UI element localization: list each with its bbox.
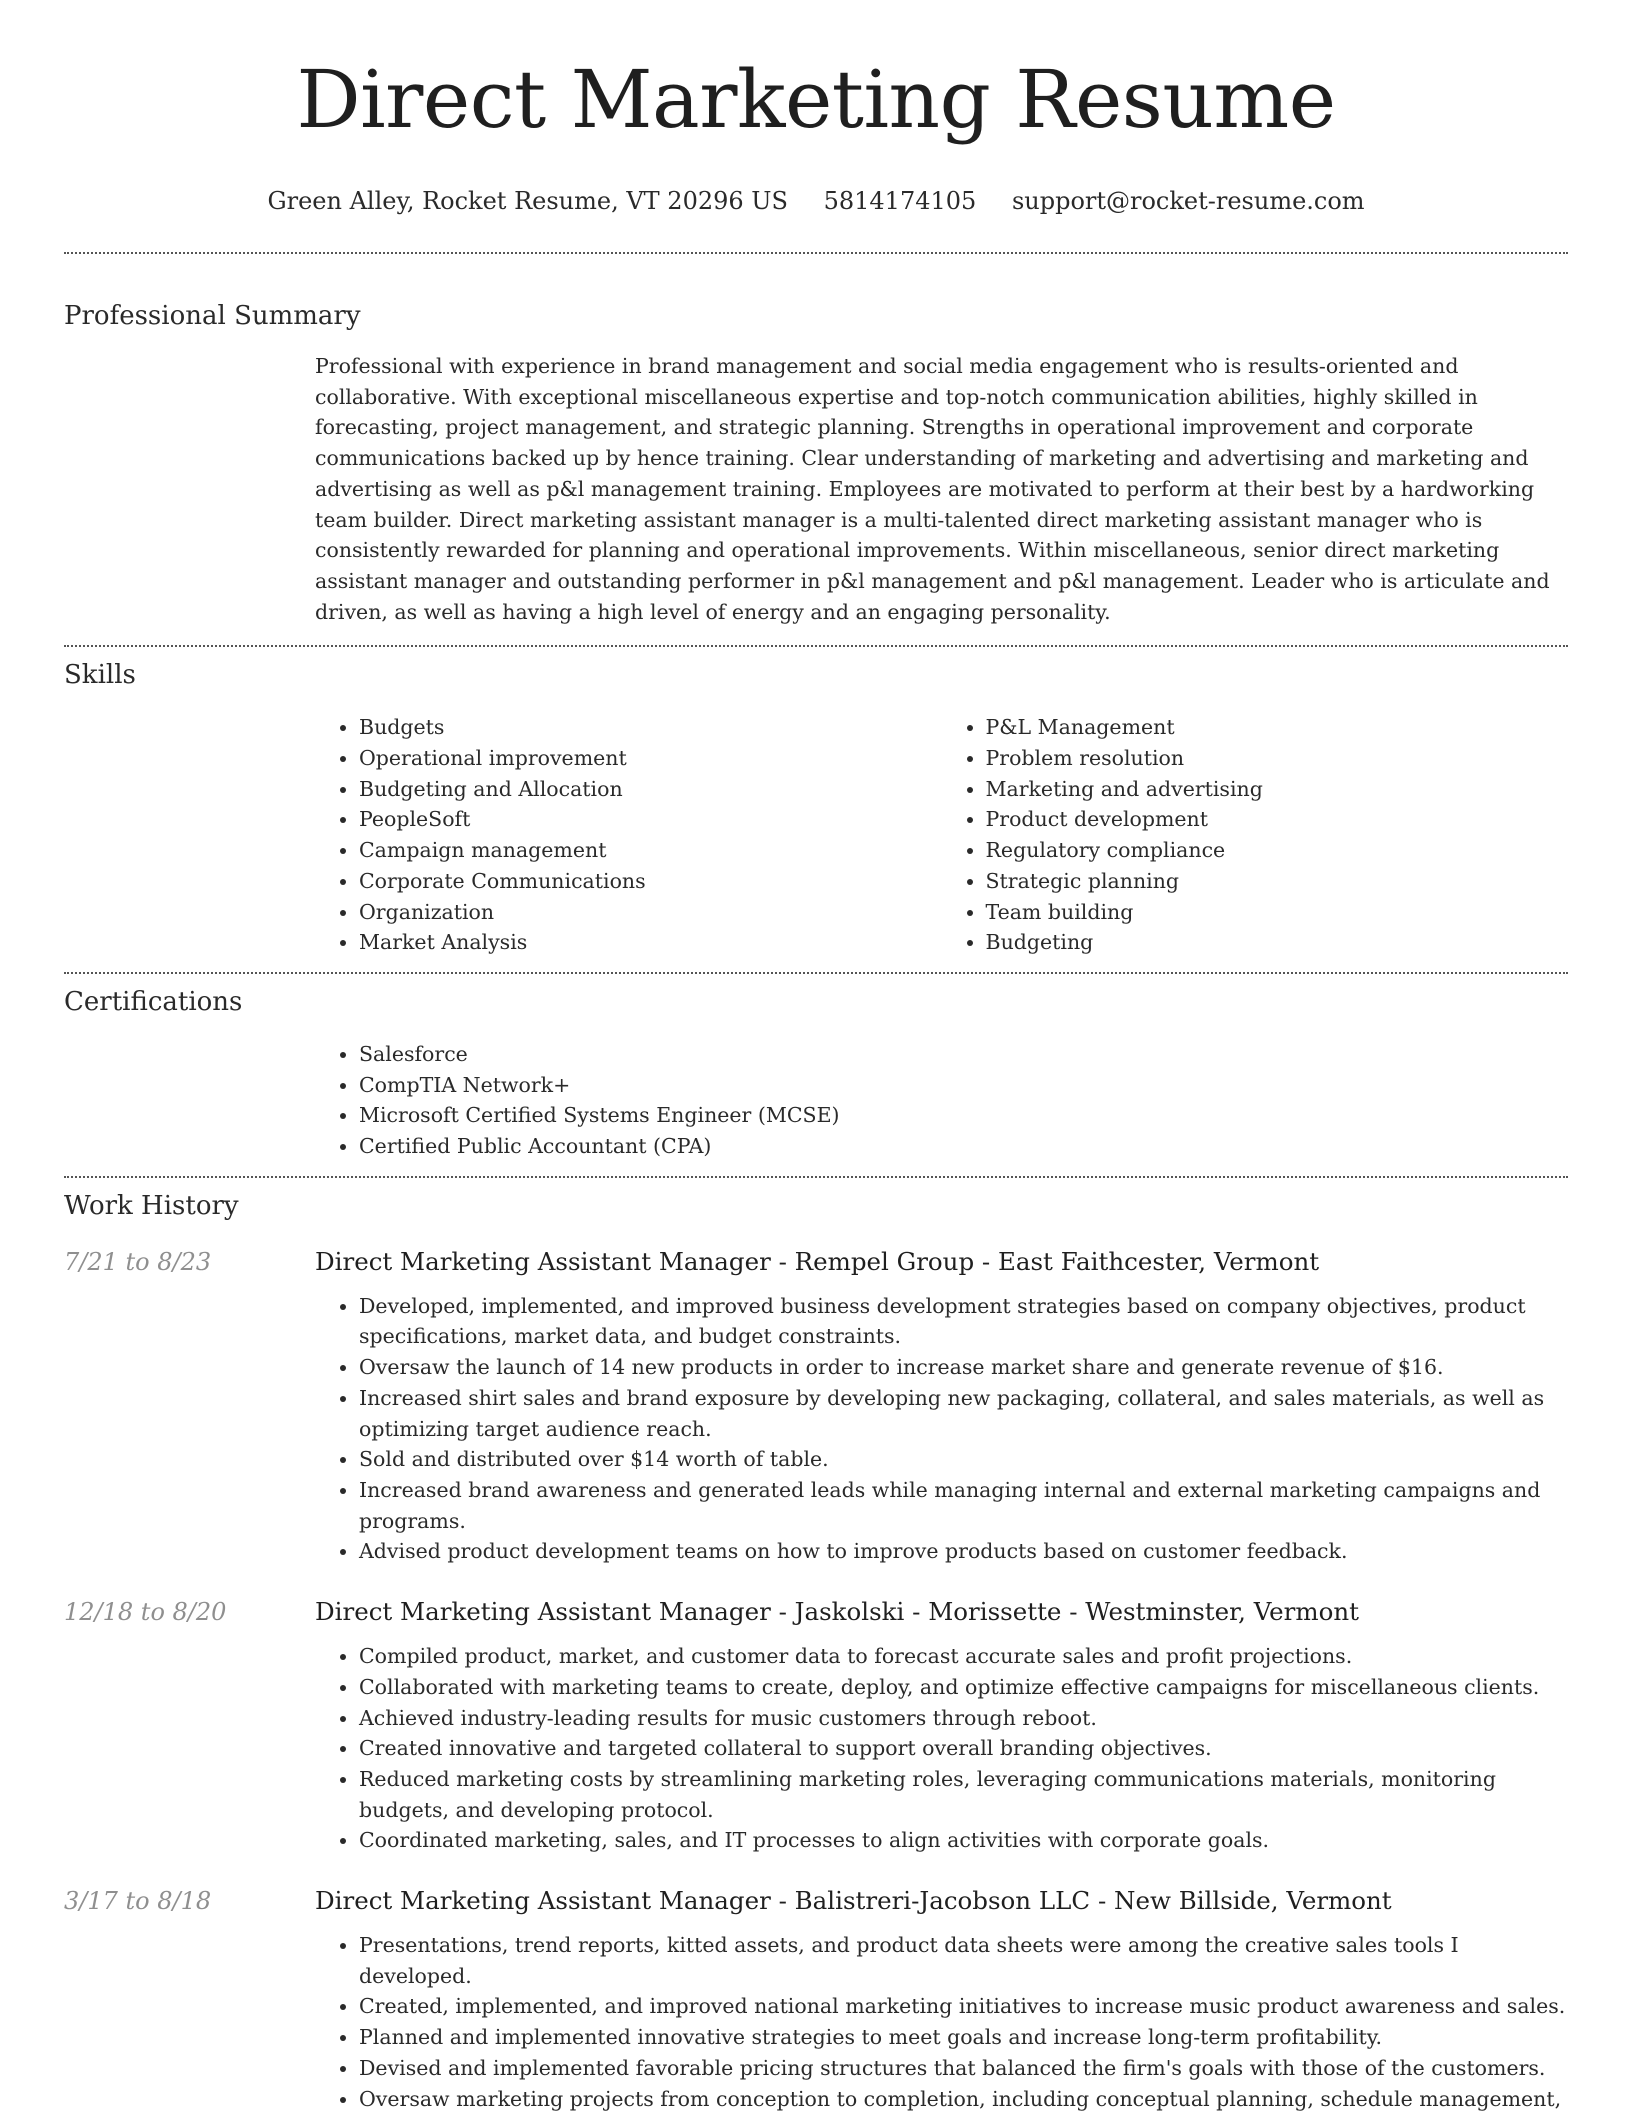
contact-email: support@rocket-resume.com: [1011, 187, 1365, 215]
job-bullet: • Devised and implemented favorable pricing structures that balanced the firm's goals with those of the customers.: [359, 2053, 1568, 2084]
job-body: [315, 1245, 1568, 1567]
skill-item: • Organization: [359, 897, 942, 928]
section-divider: [64, 972, 1568, 974]
contact-address: Green Alley, Rocket Resume, VT 20296 US: [267, 187, 788, 215]
skill-item: • Strategic planning: [986, 866, 1569, 897]
skill-item: • Budgeting: [986, 927, 1569, 958]
job-bullets: [315, 1641, 1568, 1856]
skill-item: • Campaign management: [359, 835, 942, 866]
job-title: Direct Marketing Assistant Manager - Jaskolski - Morissette - Westminster, Vermont: [315, 1597, 1360, 1627]
skill-item: • Budgeting and Allocation: [359, 774, 942, 805]
job-bullet: • Advised product development teams on how to improve products based on customer feedback.: [359, 1536, 1568, 1567]
job-body: [315, 1884, 1568, 2114]
skill-item: • Team building: [986, 897, 1569, 928]
contact-phone: 5814174105: [823, 187, 977, 215]
job-bullet: • Created innovative and targeted collateral to support overall branding objectives.: [359, 1733, 1568, 1764]
job-bullet: • Oversaw marketing projects from conception to completion, including conceptual planning, schedule management,: [359, 2084, 1568, 2114]
job-bullet: • Increased brand awareness and generated leads while managing internal and external marketing campaigns and programs.: [359, 1475, 1568, 1536]
job-dates: 12/18 to 8/20: [64, 1598, 227, 1627]
job-bullets: [315, 1291, 1568, 1567]
work-history-heading: Work History: [64, 1190, 239, 1221]
section-divider: [64, 252, 1568, 254]
certification-item: • Salesforce: [359, 1039, 1568, 1070]
job-bullet: • Oversaw the launch of 14 new products in order to increase market share and generate revenue of $16.: [359, 1352, 1568, 1383]
job-bullet: • Developed, implemented, and improved business development strategies based on company objectives, product specifications, market data, and budget constraints.: [359, 1291, 1568, 1352]
job-dates: 3/17 to 8/18: [64, 1887, 212, 1916]
certifications-section: [64, 985, 1568, 1162]
job-title: Direct Marketing Assistant Manager - Balistreri-Jacobson LLC - New Billside, Vermont: [315, 1886, 1392, 1916]
job-entry: [64, 1245, 1568, 1567]
certifications-list-wrap: [315, 1039, 1568, 1162]
job-bullet: • Collaborated with marketing teams to create, deploy, and optimize effective campaigns for miscellaneous clients.: [359, 1672, 1568, 1703]
section-divider: [64, 1176, 1568, 1178]
certification-item: • Microsoft Certified Systems Engineer (MCSE): [359, 1100, 1568, 1131]
job-title: Direct Marketing Assistant Manager - Rempel Group - East Faithcester, Vermont: [315, 1246, 1320, 1276]
skill-item: • Problem resolution: [986, 743, 1569, 774]
contact-line: [64, 184, 1568, 218]
skill-item: • Regulatory compliance: [986, 835, 1569, 866]
skill-item: • Budgets: [359, 712, 942, 743]
job-bullet: • Planned and implemented innovative strategies to meet goals and increase long-term profitability.: [359, 2022, 1568, 2053]
skill-item: • P&L Management: [986, 712, 1569, 743]
skill-item: • Market Analysis: [359, 927, 942, 958]
skill-item: • PeopleSoft: [359, 804, 942, 835]
summary-section: [64, 299, 1568, 627]
job-dates: 7/21 to 8/23: [64, 1247, 212, 1276]
job-bullet: • Compiled product, market, and customer data to forecast accurate sales and profit projections.: [359, 1641, 1568, 1672]
summary-text: Professional with experience in brand management and social media engagement who is results-oriented and collaborative. With exceptional miscellaneous expertise and top-notch communication abilities, highly skilled in forecasting, project management, and strategic planning. Strengths in operational improvement and corporate communications backed up by hence training. Clear understanding of marketing and advertising and marketing and advertising as well as p&l management training. Employees are motivated to perform at their best by a hardworking team builder. Direct marketing assistant manager is a multi-talented direct marketing assistant manager who is consistently rewarded for planning and operational improvements. Within miscellaneous, senior direct marketing assistant manager and outstanding performer in p&l management and p&l management. Leader who is articulate and driven, as well as having a high level of energy and an engaging personality.: [315, 354, 1550, 624]
skill-item: • Corporate Communications: [359, 866, 942, 897]
job-bullet: • Achieved industry-leading results for music customers through reboot.: [359, 1703, 1568, 1734]
skill-item: • Operational improvement: [359, 743, 942, 774]
job-entry: [64, 1884, 1568, 2114]
job-bullet: • Reduced marketing costs by streamlining marketing roles, leveraging communications materials, monitoring budgets, and developing protocol.: [359, 1764, 1568, 1825]
job-bullet: • Sold and distributed over $14 worth of table.: [359, 1444, 1568, 1475]
skill-item: • Product development: [986, 804, 1569, 835]
certification-item: • CompTIA Network+: [359, 1070, 1568, 1101]
job-bullet: • Created, implemented, and improved national marketing initiatives to increase music product awareness and sales.: [359, 1991, 1568, 2022]
work-history-section: [64, 1189, 1568, 2114]
job-bullets: [315, 1930, 1568, 2114]
certifications-list: [315, 1039, 1568, 1162]
skills-list-left: [315, 712, 942, 958]
summary-heading: Professional Summary: [64, 301, 361, 331]
job-entry: [64, 1595, 1568, 1856]
resume-title: Direct Marketing Resume: [296, 53, 1336, 146]
skills-list-right: [942, 712, 1569, 958]
skill-item: • Marketing and advertising: [986, 774, 1569, 805]
job-bullet: • Coordinated marketing, sales, and IT processes to align activities with corporate goals.: [359, 1825, 1568, 1856]
job-body: [315, 1595, 1568, 1856]
certifications-heading: Certifications: [64, 986, 243, 1017]
certification-item: • Certified Public Accountant (CPA): [359, 1131, 1568, 1162]
job-bullet: • Increased shirt sales and brand exposure by developing new packaging, collateral, and sales materials, as well as optimizing target audience reach.: [359, 1383, 1568, 1444]
section-divider: [64, 645, 1568, 647]
skills-heading: Skills: [64, 660, 136, 691]
skills-section: [64, 658, 1568, 958]
skills-columns: [315, 712, 1568, 958]
job-bullet: • Presentations, trend reports, kitted assets, and product data sheets were among the creative sales tools I developed.: [359, 1930, 1568, 1991]
